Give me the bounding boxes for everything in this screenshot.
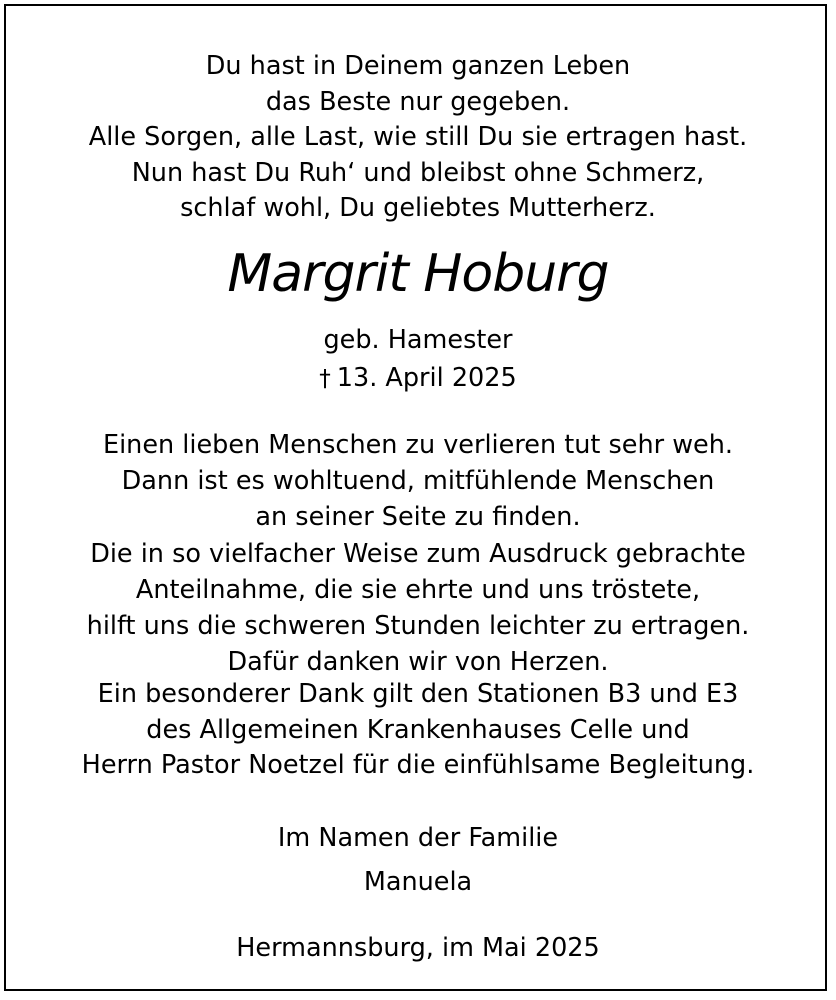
death-date: 13. April 2025: [336, 363, 517, 393]
thanks-line: Einen lieben Menschen zu verlieren tut sehr weh.: [102, 430, 734, 460]
poem-line: Du hast in Deinem ganzen Leben: [205, 51, 631, 81]
thanks-text: [0, 427, 836, 680]
thanks-line: Die in so vielfacher Weise zum Ausdruck gebrachte: [90, 538, 746, 569]
poem: [0, 49, 836, 227]
cross-icon: †: [319, 366, 331, 392]
signature-on-behalf: Im Namen der Familie: [277, 823, 559, 853]
poem-line: Nun hast Du Ruh‘ und bleibst ohne Schmerz,: [131, 157, 705, 188]
birth-name: geb. Hamester: [323, 325, 513, 355]
special-thanks-text: [0, 677, 836, 784]
signature-name: Manuela: [363, 867, 473, 897]
poem-line: das Beste nur gegeben.: [265, 86, 571, 117]
special-thanks-line: Herrn Pastor Noetzel für die einfühlsame Begleitung.: [81, 750, 755, 780]
death-date-line: [0, 360, 836, 397]
thanks-line: Dafür danken wir von Herzen.: [227, 647, 609, 678]
place-date: Hermannsburg, im Mai 2025: [236, 933, 600, 963]
special-thanks-line: des Allgemeinen Krankenhauses Celle und: [146, 714, 690, 745]
thanks-line: Anteilnahme, die sie ehrte und uns tröstete,: [135, 574, 701, 605]
poem-line: schlaf wohl, Du geliebtes Mutterherz.: [180, 193, 656, 223]
poem-line: Alle Sorgen, alle Last, wie still Du sie ertragen hast.: [88, 122, 748, 152]
thanks-line: Dann ist es wohltuend, mitfühlende Menschen: [121, 466, 715, 497]
deceased-name: Margrit Hoburg: [227, 244, 609, 304]
thanks-line: hilft uns die schweren Stunden leichter zu ertragen.: [86, 611, 750, 642]
thanks-line: an seiner Seite zu finden.: [255, 502, 581, 533]
special-thanks-line: Ein besonderer Dank gilt den Stationen B3 und E3: [97, 679, 739, 709]
